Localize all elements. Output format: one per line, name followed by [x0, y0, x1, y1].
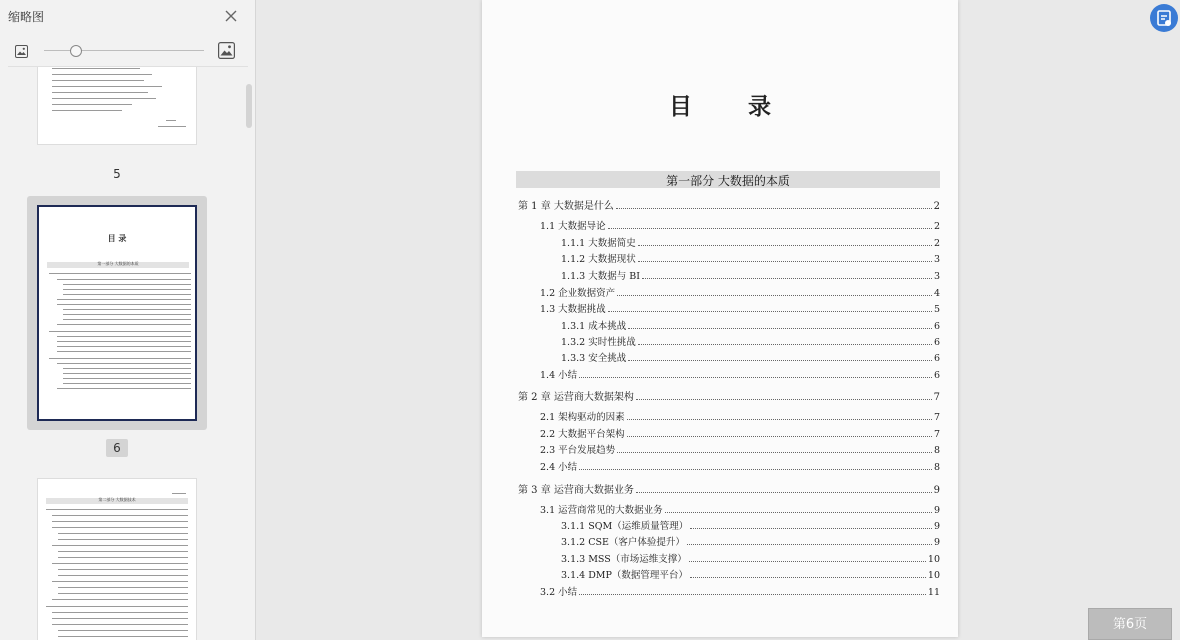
toc-label: 第 3 章 运营商大数据业务	[518, 485, 634, 496]
toc-entry[interactable]	[540, 442, 940, 456]
toc-page-number: 9	[933, 485, 940, 496]
toc-page-number: 10	[927, 554, 940, 565]
zoom-slider-handle[interactable]	[70, 45, 82, 57]
part-heading-band	[516, 171, 940, 188]
toc-leader	[617, 295, 932, 296]
thumbnail-page-number: 5	[113, 167, 121, 181]
toc-leader	[617, 452, 932, 453]
toc-label: 1.3 大数据挑战	[540, 304, 606, 315]
toc-leader	[627, 419, 932, 420]
sidebar-scrollbar[interactable]	[246, 84, 252, 128]
toc-leader	[608, 228, 932, 229]
toc-entry[interactable]	[540, 409, 940, 423]
toc-leader	[579, 594, 926, 595]
toc-label: 1.4 小结	[540, 370, 578, 381]
toc-entry[interactable]	[540, 218, 940, 232]
toc-label: 3.1.3 MSS（市场运维支撑）	[561, 554, 687, 565]
toc-page-number: 4	[933, 288, 940, 299]
toc-entry[interactable]	[540, 301, 940, 315]
thumbnail-part-label: 第二部分 大数据技术	[98, 497, 136, 502]
toc-leader	[638, 245, 932, 246]
toc-page-number: 3	[933, 271, 940, 282]
toc-label: 1.1.1 大数据简史	[561, 238, 636, 249]
zoom-slider-track[interactable]	[44, 50, 204, 51]
toc-entry[interactable]	[518, 482, 940, 496]
toc-label: 3.1.4 DMP（数据管理平台）	[561, 570, 688, 581]
toc-page-number: 2	[933, 201, 940, 212]
toc-page-number: 8	[933, 445, 940, 456]
toc-leader	[636, 492, 932, 493]
toc-entry[interactable]	[540, 426, 940, 440]
toc-leader	[687, 544, 932, 545]
toc-label: 3.1.2 CSE（客户体验提升）	[561, 537, 685, 548]
thumbnail-sidebar	[0, 0, 256, 640]
toc-page-number: 2	[933, 238, 940, 249]
toc-page-number: 6	[933, 353, 940, 364]
toc-label: 1.3.2 实时性挑战	[561, 337, 636, 348]
toc-page-number: 10	[927, 570, 940, 581]
toc-label: 1.1 大数据导论	[540, 221, 606, 232]
document-page	[482, 0, 958, 637]
thumbnail-page-7[interactable]	[27, 470, 207, 640]
thumbnail-page-number: 6	[106, 439, 128, 457]
toc-entry[interactable]	[540, 459, 940, 473]
toc-label: 2.1 架构驱动的因素	[540, 412, 625, 423]
toc-leader	[665, 512, 932, 513]
toc-entry[interactable]	[561, 551, 940, 565]
toc-page-number: 11	[927, 587, 940, 598]
toc-page-number: 9	[933, 521, 940, 532]
thumbnail-page-5[interactable]	[27, 67, 207, 155]
toc-leader	[690, 577, 926, 578]
toc-leader	[579, 377, 932, 378]
toc-label: 2.2 大数据平台架构	[540, 429, 625, 440]
sidebar-title: 缩略图	[8, 10, 45, 24]
toc-page-number: 3	[933, 254, 940, 265]
toc-leader	[638, 261, 932, 262]
toc-leader	[642, 278, 932, 279]
toc-entry[interactable]	[561, 268, 940, 282]
toc-entry[interactable]	[540, 584, 940, 598]
floating-action-button[interactable]	[1150, 4, 1178, 32]
toc-leader	[627, 436, 932, 437]
toc-label: 3.1.1 SQM（运维质量管理）	[561, 521, 689, 532]
close-icon[interactable]	[224, 9, 238, 23]
toc-page-number: 9	[933, 505, 940, 516]
thumbnail-part-label: 第一部分 大数据的本质	[97, 261, 139, 266]
toc-page-number: 5	[933, 304, 940, 315]
image-small-icon[interactable]	[15, 43, 28, 62]
toc-page-number: 7	[933, 392, 940, 403]
toc-entry[interactable]	[561, 318, 940, 332]
toc-entry[interactable]	[540, 367, 940, 381]
toc-leader	[608, 311, 932, 312]
toc-entry[interactable]	[561, 251, 940, 265]
toc-page-number: 8	[933, 462, 940, 473]
toc-label: 1.3.3 安全挑战	[561, 353, 627, 364]
translate-icon	[1150, 4, 1178, 32]
thumbnail-part-band	[47, 262, 189, 268]
thumbnail-page-image	[37, 67, 197, 145]
toc-entry[interactable]	[518, 389, 940, 403]
toc-leader	[690, 528, 932, 529]
toc-leader	[638, 344, 932, 345]
toc-label: 2.3 平台发展趋势	[540, 445, 616, 456]
thumbnail-page-image	[37, 478, 197, 640]
toc-label: 3.2 小结	[540, 587, 578, 598]
part-heading: 第一部分 大数据的本质	[666, 174, 790, 188]
toc-label: 1.3.1 成本挑战	[561, 321, 627, 332]
toc-entry[interactable]	[561, 334, 940, 348]
page-indicator: 第6页	[1088, 608, 1172, 640]
thumbnail-toolbar	[0, 40, 256, 64]
thumbnail-page-image	[37, 205, 197, 421]
toc-page-number: 6	[933, 321, 940, 332]
toc-label: 1.1.3 大数据与 BI	[561, 271, 640, 282]
toc-leader	[628, 328, 932, 329]
thumbnail-part-band	[46, 498, 188, 504]
image-large-icon[interactable]	[218, 42, 235, 63]
toc-entry[interactable]	[540, 285, 940, 299]
toc-entry[interactable]	[540, 502, 940, 516]
toc-entry[interactable]	[518, 198, 940, 212]
toc-entry[interactable]	[561, 235, 940, 249]
toc-label: 第 1 章 大数据是什么	[518, 201, 614, 212]
toc-page-number: 6	[933, 337, 940, 348]
toc-label: 2.4 小结	[540, 462, 578, 473]
toc-leader	[579, 469, 932, 470]
toc-page-number: 7	[933, 412, 940, 423]
thumbnail-page-6[interactable]	[27, 196, 207, 430]
thumbnail-title: 目 录	[107, 233, 127, 243]
toc-entry[interactable]	[561, 518, 940, 532]
toc-leader	[628, 360, 932, 361]
toc-page-number: 2	[933, 221, 940, 232]
page-title: 目 录	[668, 93, 795, 120]
toc-entry[interactable]	[561, 534, 940, 548]
toc-entry[interactable]	[561, 567, 940, 581]
toc-page-number: 9	[933, 537, 940, 548]
toc-leader	[616, 208, 932, 209]
toc-leader	[636, 399, 932, 400]
toc-label: 3.1 运营商常见的大数据业务	[540, 505, 663, 516]
toc-page-number: 6	[933, 370, 940, 381]
toc-page-number: 7	[933, 429, 940, 440]
toc-entry[interactable]	[561, 350, 940, 364]
toc-label: 1.2 企业数据资产	[540, 288, 616, 299]
toc-leader	[689, 561, 926, 562]
toc-label: 1.1.2 大数据现状	[561, 254, 636, 265]
thumbnail-list	[0, 67, 246, 640]
toc-label: 第 2 章 运营商大数据架构	[518, 392, 634, 403]
document-viewer	[257, 0, 1180, 640]
